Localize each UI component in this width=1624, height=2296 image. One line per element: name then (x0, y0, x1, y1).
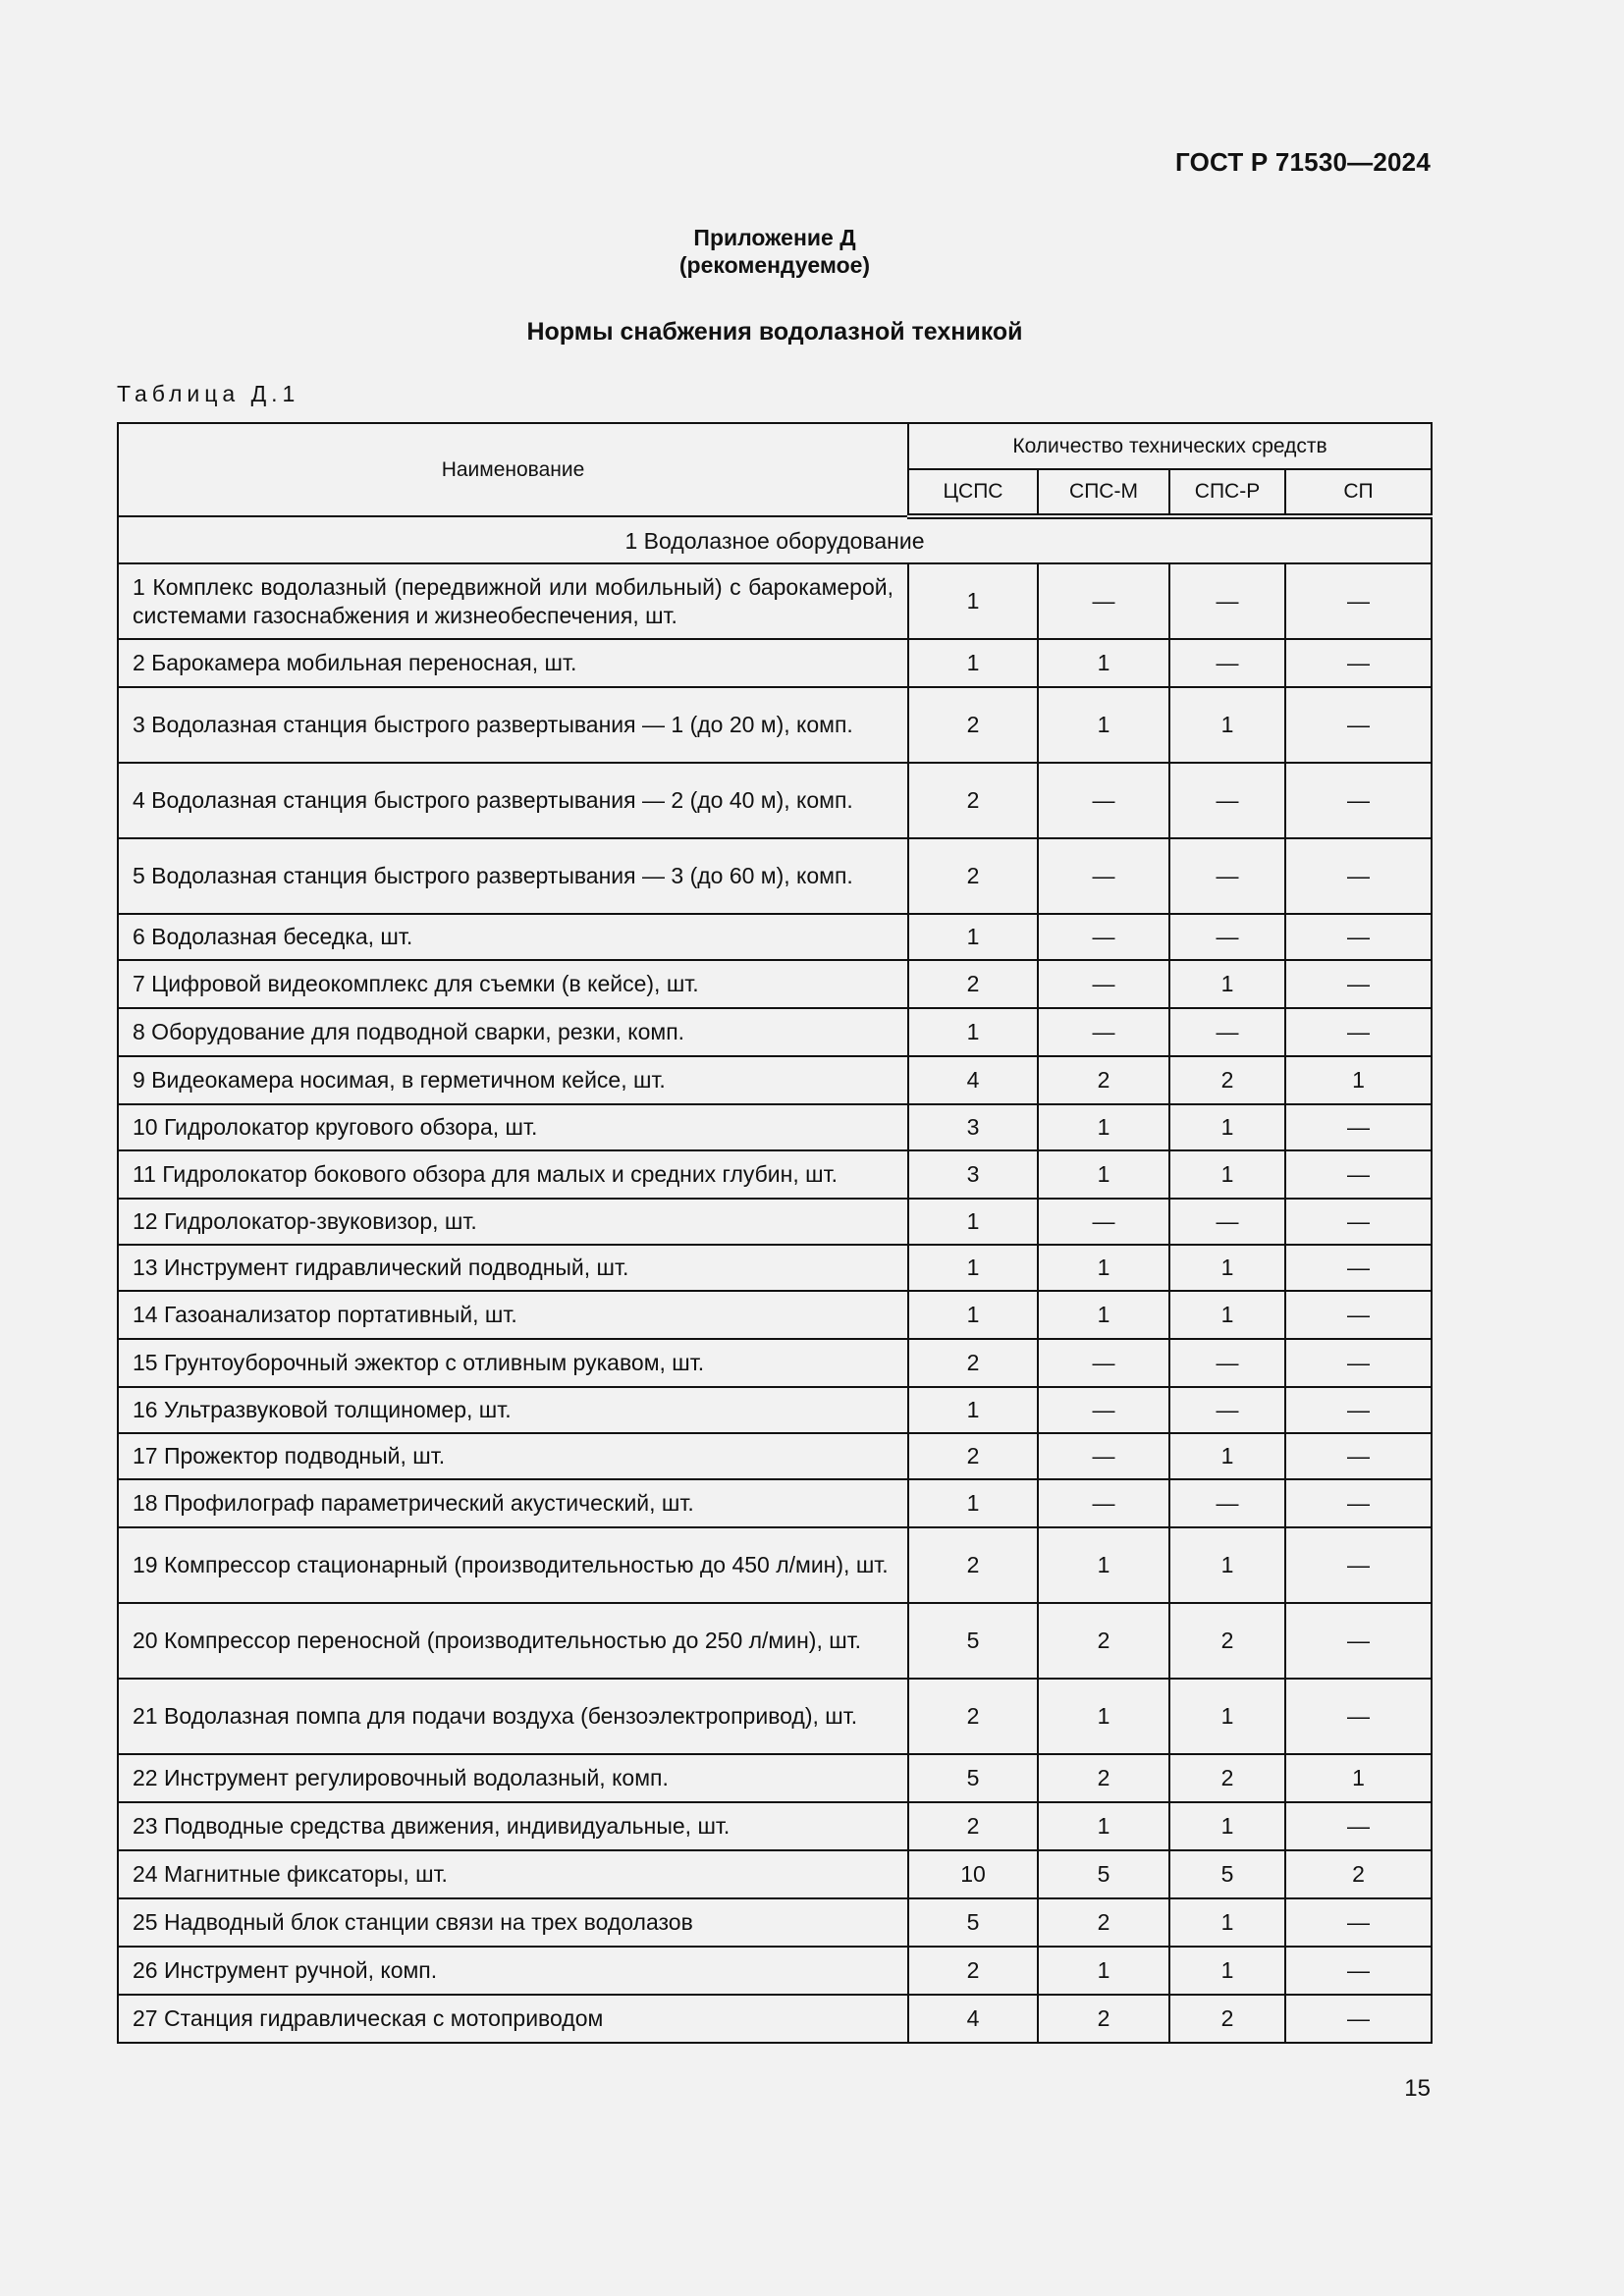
row-value: — (1285, 563, 1432, 639)
row-value: 1 (908, 639, 1038, 687)
standard-code: ГОСТ Р 71530—2024 (1175, 147, 1431, 177)
row-value: — (1169, 1199, 1285, 1245)
row-value: — (1038, 838, 1169, 914)
table-row (118, 1104, 1432, 1150)
row-value: 2 (1038, 1056, 1169, 1104)
row-name: 10 Гидролокатор кругового обзора, шт. (118, 1104, 908, 1150)
row-name: 22 Инструмент регулировочный водолазный, комп. (118, 1754, 908, 1802)
supply-norms-table (117, 422, 1433, 2044)
section-title: 1 Водолазное оборудование (118, 516, 1432, 563)
row-value: — (1169, 563, 1285, 639)
row-name: 18 Профилограф параметрический акустический, шт. (118, 1479, 908, 1527)
table-row (118, 687, 1432, 763)
column-header-sps-r: СПС-Р (1169, 469, 1285, 516)
row-name: 27 Станция гидравлическая с мотоприводом (118, 1995, 908, 2043)
row-name: 13 Инструмент гидравлический подводный, шт. (118, 1245, 908, 1291)
row-value: — (1285, 1995, 1432, 2043)
table-row (118, 1387, 1432, 1433)
row-value: 1 (1285, 1754, 1432, 1802)
row-value: 1 (908, 1199, 1038, 1245)
page-number: 15 (1404, 2075, 1431, 2102)
table-row (118, 1056, 1432, 1104)
row-value: 1 (908, 1291, 1038, 1339)
row-value: 10 (908, 1850, 1038, 1898)
row-value: 2 (908, 1947, 1038, 1995)
row-value: 1 (1038, 1802, 1169, 1850)
row-value: 2 (908, 1433, 1038, 1479)
row-value: 1 (1169, 960, 1285, 1008)
row-name: 26 Инструмент ручной, комп. (118, 1947, 908, 1995)
row-value: — (1285, 687, 1432, 763)
column-header-sp: СП (1285, 469, 1432, 516)
row-value: 1 (1169, 1245, 1285, 1291)
row-value: — (1285, 763, 1432, 838)
column-header-cspc: ЦСПС (908, 469, 1038, 516)
row-value: — (1169, 1387, 1285, 1433)
row-value: 2 (1285, 1850, 1432, 1898)
row-value: 1 (1169, 1433, 1285, 1479)
row-value: — (1285, 1245, 1432, 1291)
table-row (118, 1245, 1432, 1291)
row-value: — (1169, 763, 1285, 838)
header-quantity: Количество технических средств (908, 423, 1432, 469)
row-name: 11 Гидролокатор бокового обзора для малых и средних глубин, шт. (118, 1150, 908, 1199)
row-value: — (1169, 1479, 1285, 1527)
row-value: — (1285, 1199, 1432, 1245)
row-value: — (1285, 1387, 1432, 1433)
row-value: 1 (908, 1008, 1038, 1056)
row-name: 16 Ультразвуковой толщиномер, шт. (118, 1387, 908, 1433)
row-value: — (1285, 1898, 1432, 1947)
table-row (118, 1150, 1432, 1199)
table-row (118, 639, 1432, 687)
table-row (118, 1802, 1432, 1850)
row-value: 1 (1169, 1104, 1285, 1150)
row-value: 1 (1038, 1245, 1169, 1291)
row-name: 19 Компрессор стационарный (производительностью до 450 л/мин), шт. (118, 1527, 908, 1603)
row-value: — (1038, 1433, 1169, 1479)
table-row (118, 1679, 1432, 1754)
row-value: — (1285, 914, 1432, 960)
row-value: — (1285, 1150, 1432, 1199)
row-value: — (1285, 838, 1432, 914)
row-value: 1 (1169, 1947, 1285, 1995)
table-row (118, 1479, 1432, 1527)
table-row (118, 1898, 1432, 1947)
row-value: 4 (908, 1995, 1038, 2043)
row-value: 1 (1038, 1947, 1169, 1995)
row-value: — (1285, 1527, 1432, 1603)
row-value: — (1169, 1008, 1285, 1056)
row-value: — (1038, 1339, 1169, 1387)
row-value: — (1285, 1008, 1432, 1056)
row-value: 1 (908, 1387, 1038, 1433)
row-name: 3 Водолазная станция быстрого развертывания — 1 (до 20 м), комп. (118, 687, 908, 763)
table-row (118, 914, 1432, 960)
row-value: 5 (908, 1603, 1038, 1679)
row-value: 2 (908, 838, 1038, 914)
row-value: 2 (908, 763, 1038, 838)
appendix-title: Приложение Д (693, 225, 856, 250)
row-value: 5 (908, 1898, 1038, 1947)
row-value: 1 (908, 914, 1038, 960)
row-value: 2 (1169, 1754, 1285, 1802)
table-row (118, 1339, 1432, 1387)
appendix-heading (0, 224, 1549, 279)
row-value: 1 (908, 563, 1038, 639)
row-value: 1 (1038, 1150, 1169, 1199)
row-value: 2 (1038, 1603, 1169, 1679)
row-value: 1 (1169, 1898, 1285, 1947)
row-name: 1 Комплекс водолазный (передвижной или мобильный) с барокамерой, системами газоснабжения и жизнеобеспечения, шт. (118, 563, 908, 639)
row-value: — (1285, 1339, 1432, 1387)
row-value: 2 (908, 1802, 1038, 1850)
row-value: — (1169, 838, 1285, 914)
row-value: 2 (1169, 1995, 1285, 2043)
row-value: 1 (908, 1479, 1038, 1527)
table-row (118, 838, 1432, 914)
row-value: — (1038, 763, 1169, 838)
row-value: — (1285, 960, 1432, 1008)
row-value: — (1038, 1008, 1169, 1056)
row-name: 2 Барокамера мобильная переносная, шт. (118, 639, 908, 687)
row-value: — (1038, 1199, 1169, 1245)
row-value: 4 (908, 1056, 1038, 1104)
column-header-sps-m: СПС-М (1038, 469, 1169, 516)
row-value: 2 (908, 1339, 1038, 1387)
row-value: 1 (1038, 687, 1169, 763)
row-name: 12 Гидролокатор-звуковизор, шт. (118, 1199, 908, 1245)
row-value: 1 (1169, 1150, 1285, 1199)
row-value: — (1038, 960, 1169, 1008)
row-value: 3 (908, 1150, 1038, 1199)
row-name: 15 Грунтоуборочный эжектор с отливным рукавом, шт. (118, 1339, 908, 1387)
table-row (118, 563, 1432, 639)
row-value: — (1285, 1947, 1432, 1995)
row-value: 2 (1038, 1995, 1169, 2043)
row-value: 3 (908, 1104, 1038, 1150)
row-name: 25 Надводный блок станции связи на трех водолазов (118, 1898, 908, 1947)
row-value: 2 (908, 687, 1038, 763)
row-value: — (1285, 1433, 1432, 1479)
row-name: 20 Компрессор переносной (производительностью до 250 л/мин), шт. (118, 1603, 908, 1679)
row-value: 1 (1038, 1679, 1169, 1754)
row-value: 2 (1169, 1603, 1285, 1679)
row-name: 6 Водолазная беседка, шт. (118, 914, 908, 960)
supply-norms-table-container (117, 422, 1433, 2044)
table-row (118, 1527, 1432, 1603)
table-row (118, 1754, 1432, 1802)
row-value: 1 (908, 1245, 1038, 1291)
row-value: — (1285, 1603, 1432, 1679)
row-value: — (1285, 1104, 1432, 1150)
row-value: 1 (1038, 1291, 1169, 1339)
table-row (118, 763, 1432, 838)
row-value: 2 (1169, 1056, 1285, 1104)
row-value: — (1038, 1479, 1169, 1527)
row-name: 14 Газоанализатор портативный, шт. (118, 1291, 908, 1339)
table-row (118, 1008, 1432, 1056)
table-row (118, 1433, 1432, 1479)
table-row (118, 1850, 1432, 1898)
row-name: 7 Цифровой видеокомплекс для съемки (в кейсе), шт. (118, 960, 908, 1008)
row-value: 1 (1169, 1679, 1285, 1754)
row-value: — (1038, 563, 1169, 639)
row-value: 5 (1169, 1850, 1285, 1898)
row-value: 2 (1038, 1754, 1169, 1802)
row-value: — (1285, 639, 1432, 687)
document-title: Нормы снабжения водолазной техникой (526, 318, 1023, 346)
row-value: — (1169, 914, 1285, 960)
row-value: 1 (1169, 1802, 1285, 1850)
row-value: 1 (1038, 1104, 1169, 1150)
table-row (118, 1995, 1432, 2043)
row-value: 1 (1169, 1291, 1285, 1339)
header-name: Наименование (118, 423, 908, 516)
row-name: 24 Магнитные фиксаторы, шт. (118, 1850, 908, 1898)
row-value: — (1285, 1679, 1432, 1754)
row-value: — (1169, 639, 1285, 687)
row-value: 1 (1285, 1056, 1432, 1104)
row-value: — (1285, 1802, 1432, 1850)
row-value: 1 (1169, 1527, 1285, 1603)
row-name: 9 Видеокамера носимая, в герметичном кейсе, шт. (118, 1056, 908, 1104)
table-row (118, 1291, 1432, 1339)
table-row (118, 960, 1432, 1008)
row-value: 5 (908, 1754, 1038, 1802)
row-value: 1 (1038, 1527, 1169, 1603)
row-value: — (1285, 1291, 1432, 1339)
row-value: — (1285, 1479, 1432, 1527)
row-name: 17 Прожектор подводный, шт. (118, 1433, 908, 1479)
row-value: 5 (1038, 1850, 1169, 1898)
row-name: 4 Водолазная станция быстрого развертывания — 2 (до 40 м), комп. (118, 763, 908, 838)
row-value: 2 (908, 1527, 1038, 1603)
row-name: 8 Оборудование для подводной сварки, резки, комп. (118, 1008, 908, 1056)
row-value: 2 (1038, 1898, 1169, 1947)
row-name: 21 Водолазная помпа для подачи воздуха (бензоэлектропривод), шт. (118, 1679, 908, 1754)
row-value: 1 (1038, 639, 1169, 687)
row-value: — (1038, 914, 1169, 960)
row-value: — (1038, 1387, 1169, 1433)
table-row (118, 1199, 1432, 1245)
table-row (118, 1603, 1432, 1679)
row-value: 2 (908, 960, 1038, 1008)
row-value: 2 (908, 1679, 1038, 1754)
table-caption: Таблица Д.1 (117, 381, 300, 406)
appendix-subtitle: (рекомендуемое) (678, 252, 871, 278)
row-name: 23 Подводные средства движения, индивидуальные, шт. (118, 1802, 908, 1850)
row-name: 5 Водолазная станция быстрого развертывания — 3 (до 60 м), комп. (118, 838, 908, 914)
row-value: 1 (1169, 687, 1285, 763)
table-row (118, 1947, 1432, 1995)
row-value: — (1169, 1339, 1285, 1387)
